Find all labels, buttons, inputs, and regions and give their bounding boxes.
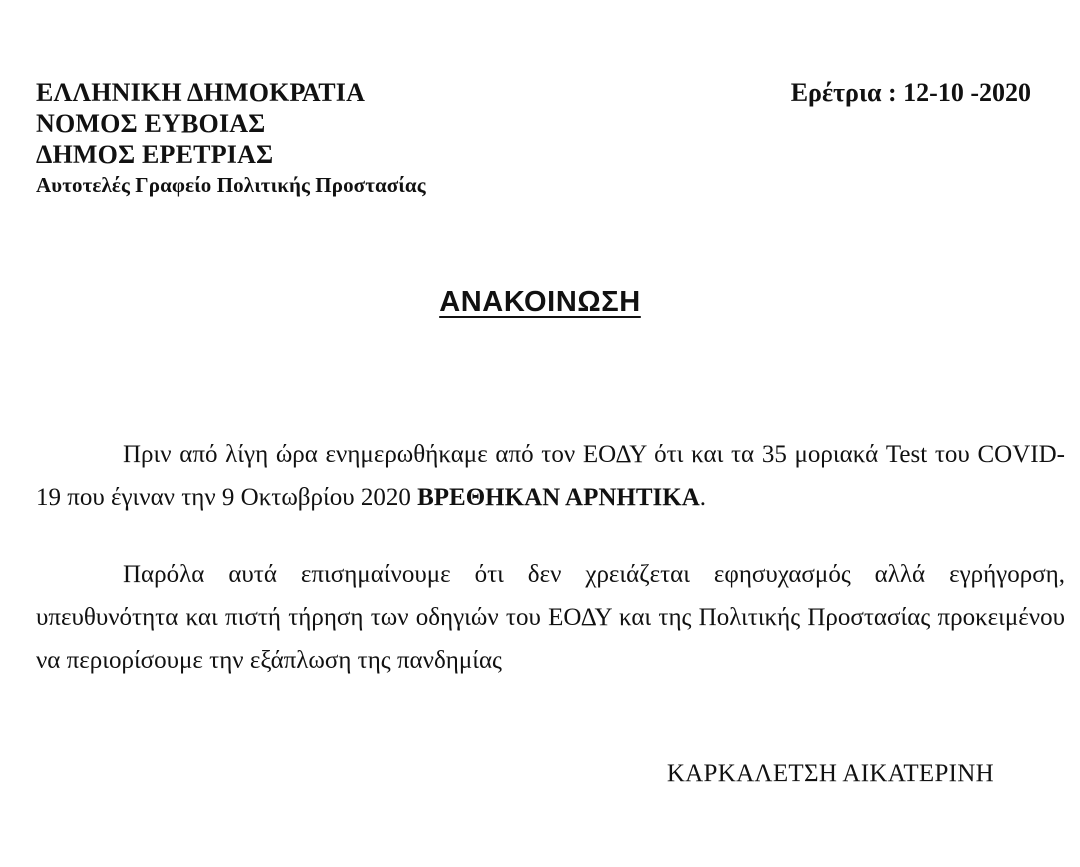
- signatory-name: ΚΑΡΚΑΛΕΤΣΗ ΑΙΚΑΤΕΡΙΝΗ: [666, 760, 994, 787]
- announcement-title-wrapper: [0, 286, 1080, 319]
- issuer-prefecture: ΝΟΜΟΣ ΕΥΒΟΙΑΣ: [36, 109, 266, 138]
- document-date: Ερέτρια : 12-10 -2020: [790, 78, 1031, 107]
- announcement-title: ΑΝΑΚΟΙΝΩΣΗ: [439, 286, 641, 318]
- issuer-block: [36, 77, 556, 200]
- paragraph-1-end: .: [699, 484, 707, 511]
- paragraph-1-text: Πριν από λίγη ώρα ενημερωθήκαμε από τον ΕΟΔΥ ότι και τα 35 μοριακά Test του COVID-19 που έγιναν την 9 Οκτωβρίου 2020: [36, 441, 1065, 511]
- issuer-office: Αυτοτελές Γραφείο Πολιτικής Προστασίας: [36, 173, 426, 197]
- body-paragraph-1: [36, 433, 1065, 519]
- paragraph-2-text: Παρόλα αυτά επισημαίνουμε ότι δεν χρειάζεται εφησυχασμός αλλά εγρήγορση, υπευθυνότητα και πιστή τήρηση των οδηγιών του ΕΟΔΥ και της Πολιτικής Προστασίας προκειμένου να περιορίσουμε την εξάπλωση της πανδημίας: [36, 561, 1065, 674]
- body-paragraph-2: [36, 553, 1065, 682]
- negative-result-emphasis: ΒΡΕΘΗΚΑΝ ΑΡΝΗΤΙΚΑ: [417, 484, 700, 511]
- issuer-municipality: ΔΗΜΟΣ ΕΡΕΤΡΙΑΣ: [36, 140, 274, 169]
- issuer-country: ΕΛΛΗΝΙΚΗ ΔΗΜΟΚΡΑΤΙΑ: [36, 78, 366, 107]
